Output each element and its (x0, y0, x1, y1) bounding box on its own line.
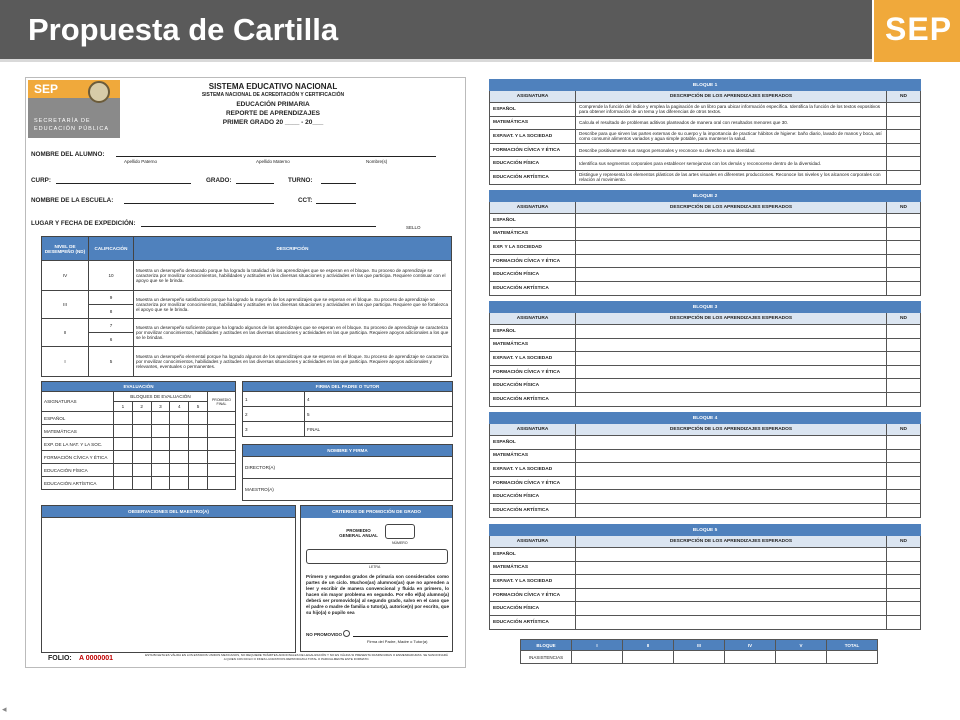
block-row (490, 281, 921, 295)
subject-name: MATEMÁTICAS (490, 116, 576, 130)
expected-learning-desc (576, 338, 887, 352)
promotion-criteria-box (300, 505, 453, 652)
subject-name: FORMACIÓN CÍVICA Y ÉTICA (490, 476, 576, 490)
heading-line-2: EDUCACIÓN PRIMARIA (236, 101, 310, 108)
subject-name: ESPAÑOL (490, 103, 576, 117)
expected-learning-desc (576, 325, 887, 339)
eval-subject: EXP. DE LA NAT. Y LA SOC. (42, 438, 114, 451)
block-num-2: 2 (132, 402, 151, 412)
expected-learning-desc (576, 214, 887, 228)
grade-10: 10 (89, 261, 134, 291)
nd-cell[interactable] (887, 575, 921, 589)
nd-cell[interactable] (887, 214, 921, 228)
block-num-1: 1 (114, 402, 133, 412)
nd-cell[interactable] (887, 254, 921, 268)
eval-subject: EDUCACIÓN FÍSICA (42, 464, 114, 477)
nd-cell[interactable] (887, 241, 921, 255)
title-bar (0, 0, 872, 62)
block-row (490, 157, 921, 171)
letra-label: LETRA (369, 565, 381, 569)
grade-6: 6 (89, 333, 134, 347)
expected-learning-desc: Calcula el resultado de problemas aditivos planteados de manera oral con resultados menores que 30. (576, 116, 887, 130)
block-column-header: ND (887, 313, 921, 325)
nd-cell[interactable] (887, 365, 921, 379)
learning-block-table (489, 190, 921, 296)
nd-cell[interactable] (887, 449, 921, 463)
block-row (490, 379, 921, 393)
block-row (490, 548, 921, 562)
logo-line2: EDUCACIÓN PÚBLICA (34, 126, 110, 132)
subject-name: EDUCACIÓN ARTÍSTICA (490, 170, 576, 184)
subject-name: MATEMÁTICAS (490, 449, 576, 463)
firma-cell: 2 (243, 407, 305, 422)
student-name-line (116, 156, 436, 157)
firma-cell: FINAL (305, 422, 453, 437)
subject-name: FORMACIÓN CÍVICA Y ÉTICA (490, 365, 576, 379)
maestro-field: MAESTRO(A) (243, 479, 453, 501)
block-row (490, 365, 921, 379)
grade-8: 8 (89, 305, 134, 319)
grado-label: GRADO: (206, 177, 232, 184)
expected-learning-desc (576, 575, 887, 589)
learning-block-table (489, 524, 921, 630)
expected-learning-desc: Describe positivamente sus rasgos personales y reconoce su derecho a una identidad. (576, 143, 887, 157)
block-row (490, 130, 921, 144)
tutor-signature-label: Firma del Padre, Madre o Tutor(a) (367, 639, 428, 644)
heading-line-4: PRIMER GRADO 20 ____ - 20___ (222, 119, 324, 126)
nd-cell[interactable] (887, 548, 921, 562)
eval-subject: MATEMÁTICAS (42, 425, 114, 438)
expected-learning-desc (576, 392, 887, 406)
block-column-header: ASIGNATURA (490, 424, 576, 436)
subject-name: EDUCACIÓN FÍSICA (490, 490, 576, 504)
cct-label: CCT: (298, 197, 313, 204)
block-row (490, 325, 921, 339)
curp-label: CURP: (31, 177, 51, 184)
subject-name: MATEMÁTICAS (490, 561, 576, 575)
folio-value: A 0000001 (79, 655, 113, 662)
absences-header: II (623, 640, 674, 651)
block-column-header: ASIGNATURA (490, 536, 576, 548)
subject-name: EXP.NAT. Y LA SOCIEDAD (490, 463, 576, 477)
block-num-5: 5 (189, 402, 208, 412)
absences-header: BLOQUE (521, 640, 572, 651)
materno-label: Apellido Materno (256, 159, 290, 164)
bloques-header: BLOQUES DE EVALUACIÓN (114, 392, 208, 402)
curp-line (56, 183, 191, 184)
nd-cell[interactable] (887, 103, 921, 117)
nd-cell[interactable] (887, 170, 921, 184)
block-row (490, 476, 921, 490)
level-i-desc: Muestra un desempeño elemental porque ha logrado algunos de los aprendizajes que se esperan en el bloque. Su proceso de aprendizaje se caracteriza por movilizar conocimientos, habilidades y actitudes en las diversas situaciones y actividades en las que participa. Requiere apoyos adicionales y relevantes, eventuales o permanentes. (134, 347, 452, 377)
block-column-header: DESCRIPCIÓN DE LOS APRENDIZAJES ESPERADOS (576, 536, 887, 548)
block-column-header: ND (887, 424, 921, 436)
asignaturas-header: ASIGNATURAS (42, 392, 114, 412)
block-column-header: ND (887, 536, 921, 548)
expected-learning-desc (576, 548, 887, 562)
promedio-numero-box[interactable] (385, 524, 415, 539)
block-row (490, 490, 921, 504)
nd-cell[interactable] (887, 588, 921, 602)
firma-cell: 4 (305, 392, 453, 407)
level-iii-desc: Muestra un desempeño satisfactorio porque ha logrado la mayoría de los aprendizajes que se esperan en el bloque. Su proceso de aprendizaje se caracteriza por movilizar conocimientos, habilidades y actitudes en las diversas situaciones y actividades en las que participa. Requiere que se fortalezca el apoyo que se le brinda. (134, 291, 452, 319)
expected-learning-desc (576, 588, 887, 602)
report-card-back (485, 77, 926, 668)
numero-label: NÚMERO (392, 541, 408, 545)
block-column-header: ND (887, 91, 921, 103)
block-row (490, 338, 921, 352)
expected-learning-desc (576, 227, 887, 241)
absences-header: I (572, 640, 623, 651)
block-row (490, 575, 921, 589)
learning-block-table (489, 301, 921, 407)
nd-cell[interactable] (887, 561, 921, 575)
absences-header: III (674, 640, 725, 651)
level-ii-desc: Muestra un desempeño suficiente porque ha logrado algunos de los aprendizajes que se esperan en el bloque. Su proceso de aprendizaje se caracteriza por movilizar conocimientos, habilidades y actitudes en las diversas situaciones y actividades en las que participa. Requiere apoyos adicionales a los que se le brindan. (134, 319, 452, 347)
subject-name: EDUCACIÓN FÍSICA (490, 602, 576, 616)
block-num-4: 4 (170, 402, 189, 412)
student-name-label: NOMBRE DEL ALUMNO: (31, 151, 105, 158)
promedio-header: PROMEDIO FINAL (208, 392, 236, 412)
block-row (490, 615, 921, 629)
criteria-title: CRITERIOS DE PROMOCIÓN DE GRADO (301, 506, 452, 518)
subject-name: FORMACIÓN CÍVICA Y ÉTICA (490, 143, 576, 157)
block-row (490, 602, 921, 616)
grade-9: 9 (89, 291, 134, 305)
eval-subject: FORMACIÓN CÍVICA Y ÉTICA (42, 451, 114, 464)
subject-name: EDUCACIÓN FÍSICA (490, 157, 576, 171)
nd-cell[interactable] (887, 338, 921, 352)
block-column-header: ASIGNATURA (490, 202, 576, 214)
subject-name: FORMACIÓN CÍVICA Y ÉTICA (490, 588, 576, 602)
expected-learning-desc (576, 503, 887, 517)
heading-line-3: REPORTE DE APRENDIZAJES (225, 110, 321, 117)
subject-name: MATEMÁTICAS (490, 227, 576, 241)
performance-levels-table (41, 236, 452, 377)
nd-cell[interactable] (887, 143, 921, 157)
cct-line (316, 203, 356, 204)
heading-line-1: SISTEMA NACIONAL DE ACREDITACIÓN Y CERTIFICACIÓN (201, 92, 345, 98)
block-column-header: ASIGNATURA (490, 313, 576, 325)
turno-line (321, 183, 356, 184)
block-row (490, 116, 921, 130)
tutor-signature-line (353, 636, 448, 637)
block-row (490, 227, 921, 241)
promedio-label: PROMEDIO GENERAL ANUAL (339, 528, 378, 538)
expected-learning-desc (576, 352, 887, 366)
block-row (490, 588, 921, 602)
criteria-text: Primero y segundos grados de primaria son considerados como partes de un ciclo. Muchos(as) alumnos(as) que no aprenden a leer y escribir de manera convencional y fluida en primero, lo hacen sin mayor problema en segundo. Por ello el(la) alumno(a) deberá ser promovido(a) al segundo grado, salvo en el caso que el padre o madre de familia o tutor(a), autorice(n) por escrito, que su hijo(a) o pupilo sea (306, 574, 449, 615)
block-row (490, 352, 921, 366)
subject-name: FORMACIÓN CÍVICA Y ÉTICA (490, 254, 576, 268)
expected-learning-desc (576, 615, 887, 629)
observations-box[interactable] (42, 518, 296, 653)
block-row (490, 143, 921, 157)
subject-name: EDUCACIÓN ARTÍSTICA (490, 503, 576, 517)
level-iv-desc: Muestra un desempeño destacado porque ha logrado la totalidad de los aprendizajes que se esperan en el bloque. Su proceso de aprendizaje se caracteriza por movilizar conocimientos, habilidades y actitudes en las diversas situaciones y actividades en las que participa. Requiere continuar con el apoyo que se le brinda. (134, 261, 452, 291)
nombre-firma-title: NOMBRE Y FIRMA (243, 445, 453, 457)
expected-learning-desc (576, 268, 887, 282)
firma-cell: 3 (243, 422, 305, 437)
block-column-header: ND (887, 202, 921, 214)
nd-cell[interactable] (887, 130, 921, 144)
nd-cell[interactable] (887, 436, 921, 450)
grade-5: 5 (89, 347, 134, 377)
learning-block-table (489, 79, 921, 185)
name-signature-table (242, 444, 453, 501)
report-card-front (25, 77, 466, 668)
firma-title: FIRMA DEL PADRE O TUTOR (243, 382, 453, 392)
lugar-label: LUGAR Y FECHA DE EXPEDICIÓN: (31, 220, 136, 227)
block-row (490, 170, 921, 184)
no-promovido-label: NO PROMOVIDO (306, 632, 343, 637)
expected-learning-desc (576, 476, 887, 490)
expected-learning-desc: Describe para que sirven las partes externas de su cuerpo y la importancia de practicar hábitos de higiene: baño diario, lavado de manos y boca, así como consumir alimentos variados y agua simple potable, para mantener la salud. (576, 130, 887, 144)
subject-name: ESPAÑOL (490, 325, 576, 339)
evaluation-table (41, 381, 236, 490)
nd-cell[interactable] (887, 463, 921, 477)
block-row (490, 561, 921, 575)
school-label: NOMBRE DE LA ESCUELA: (31, 197, 114, 204)
expected-learning-desc: Identifica sus segmentos corporales para establecer semejanzas con los demás y reconocerse dentro de la diversidad. (576, 157, 887, 171)
expected-learning-desc (576, 241, 887, 255)
level-ii: II (42, 319, 89, 347)
nd-cell[interactable] (887, 490, 921, 504)
subject-name: EXP. Y LA SOCIEDAD (490, 241, 576, 255)
subject-name: ESPAÑOL (490, 436, 576, 450)
subject-name: EDUCACIÓN FÍSICA (490, 379, 576, 393)
absences-label: INASISTENCIAS (521, 651, 572, 664)
eval-subject: ESPAÑOL (42, 412, 114, 425)
nd-cell[interactable] (887, 602, 921, 616)
speaker-icon: ◂ (2, 704, 7, 714)
nd-cell[interactable] (887, 476, 921, 490)
expected-learning-desc (576, 602, 887, 616)
nd-cell[interactable] (887, 227, 921, 241)
expected-learning-desc: Distingue y representa los elementos plásticos de las artes visuales en diferentes producciones. Reconoce los niveles y los alcances corporales con relación al movimiento. (576, 170, 887, 184)
expected-learning-desc (576, 561, 887, 575)
logo-line1: SECRETARÍA DE (34, 118, 91, 124)
observations-title: OBSERVACIONES DEL MAESTRO(A) (42, 506, 296, 518)
subject-name: EXP.NAT. Y LA SOCIEDAD (490, 352, 576, 366)
nd-cell[interactable] (887, 268, 921, 282)
levels-header-level: NIVEL DE DESEMPEÑO (ND) (42, 237, 89, 261)
block-row (490, 268, 921, 282)
expected-learning-desc (576, 436, 887, 450)
nd-cell[interactable] (887, 503, 921, 517)
expected-learning-desc (576, 281, 887, 295)
expected-learning-desc: Comprende la función del índice y emplea la paginación de un libro para ubicar información específica. Identifica la función de los textos expositivos para obtener información de un tema y las diferencias de otros textos. (576, 103, 887, 117)
expected-learning-desc (576, 365, 887, 379)
block-row (490, 214, 921, 228)
sello-label: SELLO (406, 225, 421, 230)
block-row (490, 392, 921, 406)
eval-subject: EDUCACIÓN ARTÍSTICA (42, 477, 114, 490)
evaluation-title: EVALUACIÓN (42, 382, 236, 392)
observations-table (41, 505, 296, 653)
expected-learning-desc (576, 490, 887, 504)
levels-header-desc: DESCRIPCIÓN (134, 237, 452, 261)
block-title: BLOQUE 2 (490, 191, 921, 202)
grade-7: 7 (89, 319, 134, 333)
nd-cell[interactable] (887, 392, 921, 406)
turno-label: TURNO: (288, 177, 313, 184)
firma-cell: 1 (243, 392, 305, 407)
sep-logo-text: SEP (885, 11, 953, 47)
levels-header-grade: CALIFICACIÓN (89, 237, 134, 261)
legal-footer: ESTA BOLETA ES VÁLIDA EN LOS ESTADOS UNIDOS MEXICANOS, NO REQUIERE TRÁMITES ADICIONALES DE LEGALIZACIÓN Y NO ES VÁLIDA SI PRESENTA RASPADURAS O ENMENDADURAS. SE SANCIONARÁ A QUIEN CON DOLO O FINES LUCRATIVOS REPRODUZCA TOTAL O PARCIALMENTE ESTE FORMATO. (145, 653, 448, 661)
block-title: BLOQUE 5 (490, 525, 921, 536)
subject-name: ESPAÑOL (490, 548, 576, 562)
block-row (490, 241, 921, 255)
absences-header: IV (725, 640, 776, 651)
block-title: BLOQUE 1 (490, 80, 921, 91)
block-column-header: ASIGNATURA (490, 91, 576, 103)
promedio-letra-box[interactable] (306, 549, 448, 564)
block-column-header: DESCRIPCIÓN DE LOS APRENDIZAJES ESPERADOS (576, 202, 887, 214)
level-iv: IV (42, 261, 89, 291)
lugar-line (141, 226, 376, 227)
expected-learning-desc (576, 254, 887, 268)
block-column-header: DESCRIPCIÓN DE LOS APRENDIZAJES ESPERADOS (576, 313, 887, 325)
subject-name: EXP.NAT. Y LA SOCIEDAD (490, 575, 576, 589)
parent-signature-table (242, 381, 453, 437)
nd-cell[interactable] (887, 116, 921, 130)
subject-name: EDUCACIÓN ARTÍSTICA (490, 392, 576, 406)
nd-cell[interactable] (887, 379, 921, 393)
subject-name: EDUCACIÓN ARTÍSTICA (490, 615, 576, 629)
absences-header: TOTAL (827, 640, 878, 651)
block-row (490, 254, 921, 268)
subject-name: ESPAÑOL (490, 214, 576, 228)
block-num-3: 3 (151, 402, 170, 412)
block-row (490, 463, 921, 477)
block-column-header: DESCRIPCIÓN DE LOS APRENDIZAJES ESPERADOS (576, 424, 887, 436)
nd-cell[interactable] (887, 281, 921, 295)
subject-name: EDUCACIÓN FÍSICA (490, 268, 576, 282)
subject-name: MATEMÁTICAS (490, 338, 576, 352)
level-i: I (42, 347, 89, 377)
no-promovido-radio[interactable] (343, 630, 350, 637)
level-iii: III (42, 291, 89, 319)
director-field: DIRECTOR(A) (243, 457, 453, 479)
block-title: BLOQUE 3 (490, 302, 921, 313)
grado-line (236, 183, 274, 184)
folio-label: FOLIO: (48, 655, 72, 662)
block-row (490, 503, 921, 517)
national-shield-icon (88, 81, 110, 103)
block-row (490, 436, 921, 450)
logo-sep-text: SEP (34, 82, 59, 96)
slide-title: Propuesta de Cartilla (28, 12, 339, 47)
paterno-label: Apellido Paterno (124, 159, 158, 164)
block-column-header: DESCRIPCIÓN DE LOS APRENDIZAJES ESPERADOS (576, 91, 887, 103)
firma-cell: 5 (305, 407, 453, 422)
nd-cell[interactable] (887, 157, 921, 171)
subject-name: EDUCACIÓN ARTÍSTICA (490, 281, 576, 295)
expected-learning-desc (576, 449, 887, 463)
nombres-label: Nombre(s) (366, 159, 388, 164)
nd-cell[interactable] (887, 352, 921, 366)
nd-cell[interactable] (887, 325, 921, 339)
absences-table (520, 639, 878, 664)
nd-cell[interactable] (887, 615, 921, 629)
block-row (490, 103, 921, 117)
block-title: BLOQUE 4 (490, 413, 921, 424)
school-line (124, 203, 274, 204)
sep-logo (874, 0, 960, 62)
subject-name: EXP.NAT. Y LA SOCIEDAD (490, 130, 576, 144)
block-row (490, 449, 921, 463)
heading-line-0: SISTEMA EDUCATIVO NACIONAL (208, 82, 338, 91)
expected-learning-desc (576, 379, 887, 393)
learning-block-table (489, 412, 921, 518)
expected-learning-desc (576, 463, 887, 477)
absences-header: V (776, 640, 827, 651)
